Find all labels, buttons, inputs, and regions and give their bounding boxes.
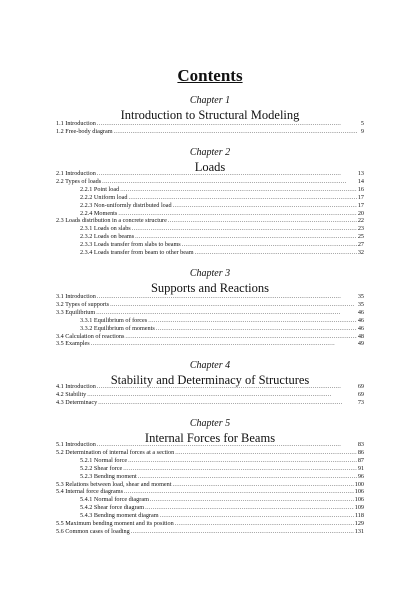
toc-leader-dots [172,481,353,489]
chapter-3-heading [0,268,420,296]
chapter-number: Chapter 2 [189,147,231,158]
toc-leader-dots [148,317,357,325]
toc-entry [56,383,364,391]
toc-entry-title: 5.1 Introduction [56,441,96,448]
toc-entry-title: 2.2 Types of loads [56,177,102,185]
toc-entry-title: 5.2.3 Bending moment [80,472,137,480]
toc-entry-page: 96 [357,472,364,480]
toc-entry-page: 86 [357,448,364,456]
toc-entry [56,301,364,309]
toc-leader-dots [125,333,356,341]
toc-entry-title: 5.6 Common cases of loading [56,527,130,535]
toc-entry-title: 1.1 Introduction [56,120,96,127]
toc-entry [56,528,364,536]
toc-entry-page: 20 [357,209,364,217]
toc-entry-title: 5.3 Relations between load, shear and moment [56,480,172,488]
toc-entry [56,333,364,341]
toc-entry [80,512,364,520]
toc-leader-dots [132,225,357,233]
chapter-title: Internal Forces for Beams [144,431,276,445]
chapter-title: Supports and Reactions [150,281,270,295]
toc-entry-page: 106 [354,488,364,496]
toc-leader-dots [102,178,357,186]
toc-entry-page: 35 [357,300,364,308]
toc-entry-title: 2.3 Loads distribution in a concrete structure [56,217,167,225]
toc-leader-dots [175,449,357,457]
toc-entry-page: 22 [357,217,364,225]
toc-entry-page: 46 [357,308,364,316]
toc-leader-dots [145,504,354,512]
toc-entry [80,465,364,473]
toc-entry-title: 4.2 Stability [56,390,87,398]
toc-entry [80,496,364,504]
chapter-1-heading [0,95,420,123]
toc-leader-dots [182,241,357,249]
toc-entry-page: 48 [357,332,364,340]
toc-entry-page: 5 [360,120,364,127]
chapter-number: Chapter 3 [189,268,231,279]
toc-entry [56,309,364,317]
toc-entry-title: 2.3.4 Loads transfer from beam to other beam [80,249,194,256]
toc-entry [80,202,364,210]
toc-leader-dots [150,496,354,504]
toc-entry-title: 3.2 Types of supports [56,300,110,308]
toc-leader-dots [87,391,357,399]
toc-entry [80,194,364,202]
toc-leader-dots [156,325,357,333]
toc-entry-page: 25 [357,233,364,241]
toc-entry [80,241,364,249]
toc-entry-title: 3.5 Examples [56,340,90,348]
toc-entry-title: 2.2.2 Uniform load [80,193,128,201]
toc-entry-title: 5.4.3 Bending moment diagram [80,512,159,520]
toc-entry [80,210,364,218]
toc-entry-page: 35 [357,293,364,300]
toc-entry-page: 13 [357,170,364,177]
toc-entry-page: 109 [354,504,364,512]
toc-entry-page: 129 [354,520,364,527]
toc-entry [56,399,364,407]
toc-leader-dots [98,399,357,407]
toc-leader-dots [91,340,357,348]
toc-entry-page: 14 [357,177,364,185]
toc-entry-title: 3.1 Introduction [56,293,96,300]
toc-entry [80,473,364,481]
toc-entry-title: 3.4 Calculation of reactions [56,332,125,340]
toc-leader-dots [124,488,354,496]
toc-entry-page: 17 [357,193,364,201]
toc-leader-dots [96,309,357,317]
toc-entry-title: 2.3.3 Loads transfer from slabs to beams [80,241,181,249]
toc-entry [80,504,364,512]
toc-entry-title: 5.2.2 Shear force [80,464,123,472]
chapter-number: Chapter 4 [189,360,231,371]
toc-entry-title: 5.2 Determination of internal forces at a section [56,448,175,456]
toc-leader-dots [97,383,357,391]
toc-entry-title: 3.3.2 Equilibrium of moments [80,324,155,332]
toc-entry-page: 106 [354,496,364,504]
chapter-title: Introduction to Structural Modeling [120,108,300,122]
toc-entry [80,457,364,465]
toc-leader-dots [120,186,357,194]
toc-entry-page: 27 [357,241,364,249]
toc-entry-title: 2.3.2 Loads on beams [80,233,135,241]
toc-leader-dots [97,170,357,178]
toc-entry-page: 46 [357,316,364,324]
toc-entry-title: 1.2 Free-body diagram [56,127,113,135]
toc-entry [80,317,364,325]
toc-entry-title: 2.2.4 Moments [80,209,118,217]
toc-entry-title: 5.2.1 Normal force [80,456,128,464]
toc-entry [56,520,364,528]
toc-entry [56,449,364,457]
toc-leader-dots [173,202,357,210]
toc-entry [56,120,364,128]
toc-entry-title: 2.2.3 Non-uniformly distributed load [80,201,172,209]
toc-entry-page: 83 [357,441,364,448]
toc-leader-dots [97,120,360,128]
toc-leader-dots [97,441,357,449]
toc-entry [56,170,364,178]
toc-leader-dots [138,473,357,481]
toc-entry-title: 5.4.2 Shear force diagram [80,504,145,512]
chapter-title: Stability and Determinacy of Structures [110,373,310,387]
toc-entry-title: 5.4 Internal force diagrams [56,488,124,496]
toc-entry [56,217,364,225]
toc-entry [56,178,364,186]
toc-entry-page: 16 [357,185,364,193]
toc-entry-title: 5.4.1 Normal force diagram [80,496,149,504]
toc-entry [56,441,364,449]
toc-entry-page: 73 [357,398,364,406]
toc-entry-page: 91 [357,464,364,472]
chapter-number: Chapter 1 [189,95,231,106]
toc-entry [80,233,364,241]
toc-leader-dots [128,457,357,465]
toc-entry [80,225,364,233]
toc-entry-title: 4.1 Introduction [56,383,96,390]
toc-leader-dots [110,301,357,309]
toc-entry [56,128,364,136]
toc-leader-dots [135,233,357,241]
toc-entry-page: 69 [357,390,364,398]
toc-entry [56,481,364,489]
toc-entry-page: 49 [357,340,364,348]
toc-entry-page: 118 [354,512,364,520]
toc-entry-title: 5.5 Maximum bending moment and its position [56,520,174,527]
toc-entry [80,186,364,194]
toc-entry-page: 87 [357,456,364,464]
toc-leader-dots [175,520,354,528]
toc-entry-page: 9 [360,127,364,135]
toc-entry-page: 46 [357,324,364,332]
toc-entry-title: 2.2.1 Point load [80,185,120,193]
toc-entry-title: 2.1 Introduction [56,170,96,177]
toc-entry-page: 100 [354,480,364,488]
toc-entry [56,340,364,348]
toc-leader-dots [97,293,357,301]
chapter-number: Chapter 5 [189,418,231,429]
toc-entry [80,325,364,333]
toc-entry-page: 23 [357,225,364,233]
toc-leader-dots [160,512,354,520]
toc-entry [56,488,364,496]
toc-entry [56,391,364,399]
chapter-title: Loads [194,160,226,174]
page-title: Contents [177,66,243,85]
toc-leader-dots [118,210,357,218]
toc-leader-dots [168,217,357,225]
toc-entry [56,293,364,301]
toc-leader-dots [114,128,360,136]
toc-entry-page: 69 [357,383,364,390]
toc-entry-title: 2.3.1 Loads on slabs [80,225,131,233]
toc-leader-dots [123,465,357,473]
toc-leader-dots [131,528,354,536]
toc-leader-dots [195,249,357,257]
toc-entry-page: 32 [357,249,364,256]
toc-entry-title: 4.3 Determinacy [56,398,98,406]
toc-entry-title: 3.3 Equilibrium [56,308,96,316]
toc-entry-page: 17 [357,201,364,209]
toc-leader-dots [128,194,356,202]
toc-entry-title: 3.3.1 Equilibrium of forces [80,316,148,324]
toc-entry [80,249,364,257]
toc-entry-page: 131 [354,527,364,535]
